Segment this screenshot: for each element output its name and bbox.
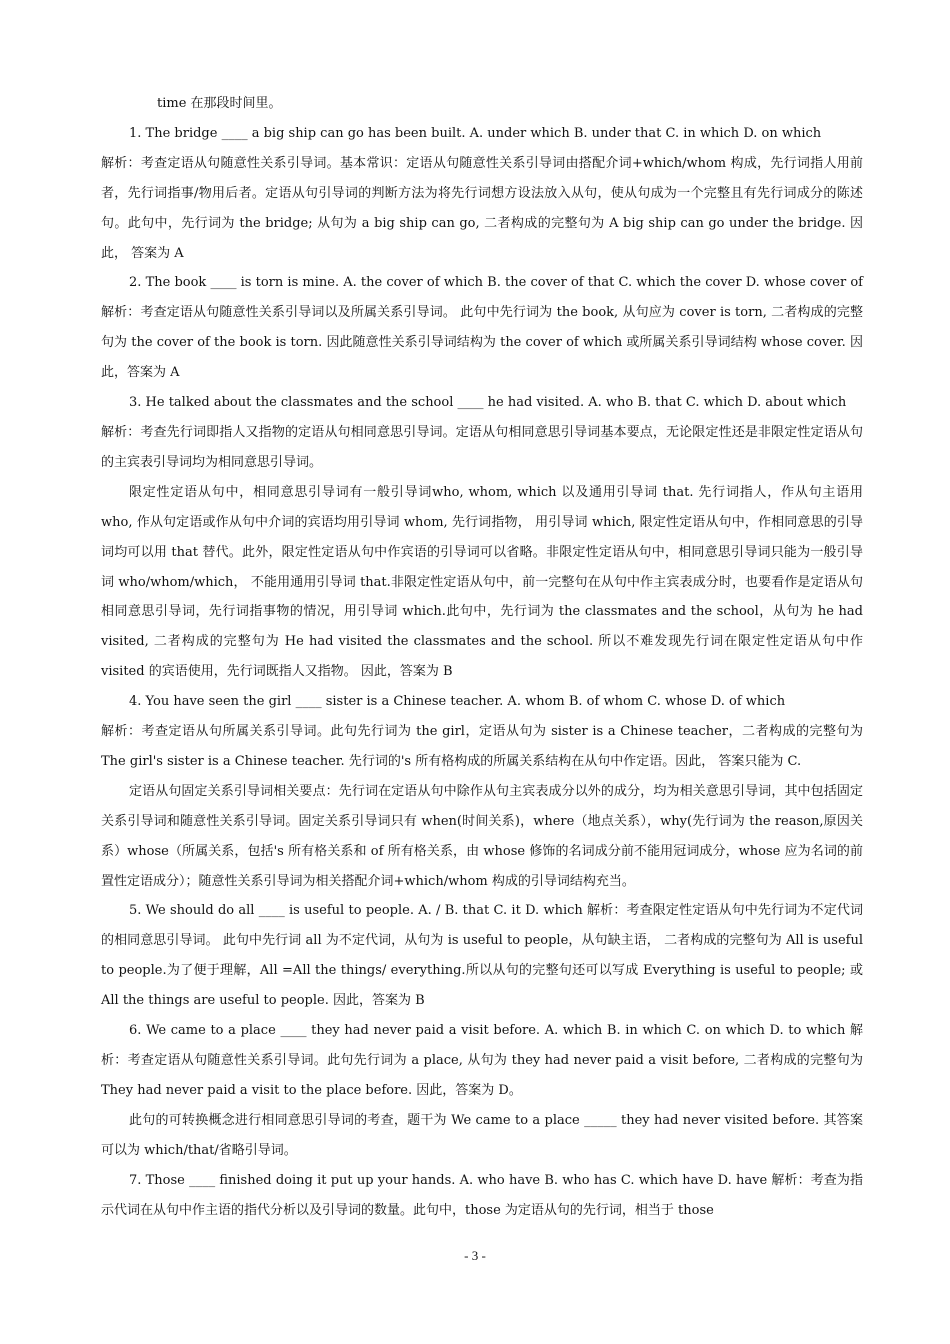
- question-6: 6. We came to a place ____ they had never paid a visit before. A. which B. in which C. on which D. to which 解析：考查定语从句随意性关系引导词。此句先行词为 a place, 从句为 they had never paid a visit before, 二者构成的完整句为 They had never paid a visit to the place before. 因此，答案为 D。: [101, 1023, 863, 1098]
- question-3: 3. He talked about the classmates and the school ____ he had visited. A. who B. that C. which D. about which: [129, 395, 847, 411]
- analysis-4: 解析：考查定语从句所属关系引导词。此句先行词为 the girl，定语从句为 sister is a Chinese teacher，二者构成的完整句为 The girl's sister is a Chinese teacher. 先行词的's 所有格构成的所属关系结构在从句中作定语。因此， 答案只能为 C.: [101, 724, 863, 769]
- analysis-3: 解析：考查先行词即指人又指物的定语从句相同意思引导词。定语从句相同意思引导词基本要点，无论限定性还是非限定性定语从句的主宾表引导词均为相同意思引导词。: [101, 424, 863, 470]
- paragraph-restrictive-clause: 限定性定语从句中，相同意思引导词有一般引导词who, whom, which 以及通用引导词 that. 先行词指人，作从句主语用 who, 作从句定语或作从句中介词的宾语均用引导词 whom, 先行词指物， 用引导词 which, 限定性定语从句中，作相同意思的引导词均可以用 that 替代。此外，限定性定语从句中作宾语的引导词可以省略。非限定性定语从句中，相同意思引导词只能为一般引导词 who/whom/which， 不能用通用引导词 that.非限定性定语从句中，前一完整句在从句中作主宾表成分时，也要看作是定语从句相同意思引导词，先行词指事物的情况，用引导词 which.此句中，先行词为 the classmates and the school，从句为 he had visited, 二者构成的完整句为 He had visited the classmates and the school. 所以不难发现先行词在限定性定语从句中作 visited 的宾语使用，先行词既指人又指物。 因此，答案为 B: [101, 484, 863, 680]
- paragraph-intro: time 在那段时间里。: [157, 96, 282, 111]
- paragraph-fixed-relation: 定语从句固定关系引导词相关要点：先行词在定语从句中除作从句主宾表成分以外的成分，均为相关意思引导词，其中包括固定关系引导词和随意性关系引导词。固定关系引导词只有 when(时间关系)，where（地点关系），why(先行词为 the reason,原因关系）whose（所属关系，包括's 所有格关系和 of 所有格关系，由 whose 修饰的名词成分前不能用冠词成分，whose 应为名词的前置性定语成分）；随意性关系引导词为相关搭配介词+which/whom 构成的引导词结构充当。: [101, 783, 863, 889]
- question-5: 5. We should do all ____ is useful to people. A. / B. that C. it D. which 解析：考查限定性定语从句中先行词为不定代词的相同意思引导词。 此句中先行词 all 为不定代词，从句为 is useful to people，从句缺主语， 二者构成的完整句为 All is useful to people.为了便于理解，All =All the things/ everything.所以从句的完整句还可以写成 Everything is useful to people; 或 All the things are useful to people. 因此，答案为 B: [101, 903, 863, 1009]
- analysis-1: 解析：考查定语从句随意性关系引导词。基本常识：定语从句随意性关系引导词由搭配介词+which/whom 构成，先行词指人用前者，先行词指事/物用后者。定语从句引导词的判断方法为将先行词想方设法放入从句，使从句成为一个完整且有先行词成分的陈述句。此句中，先行词为 the bridge; 从句为 a big ship can go, 二者构成的完整句为 A big ship can go under the bridge. 因此， 答案为 A: [101, 155, 863, 261]
- page-number: - 3 -: [464, 1248, 486, 1263]
- question-7: 7. Those ____ finished doing it put up your hands. A. who have B. who has C. which have D. have 解析：考查为指示代词在从句中作主语的指代分析以及引导词的数量。此句中，those 为定语从句的先行词，相当于 those: [101, 1172, 863, 1218]
- question-4: 4. You have seen the girl ____ sister is a Chinese teacher. A. whom B. of whom C. whose D. of which: [129, 694, 786, 710]
- document-body: [101, 89, 863, 1225]
- paragraph-conversion: 此句的可转换概念进行相同意思引导词的考查，题干为 We came to a place _____ they had never visited before. 其答案可以为 which/that/省略引导词。: [101, 1112, 863, 1158]
- question-2: 2. The book ____ is torn is mine. A. the cover of which B. the cover of that C. which the cover D. whose cover of 解析：考查定语从句随意性关系引导词以及所属关系引导词。 此句中先行词为 the book, 从句应为 cover is torn, 二者构成的完整句为 the cover of the book is torn. 因此随意性关系引导词结构为 the cover of which 或所属关系引导词结构 whose cover. 因此，答案为 A: [101, 275, 863, 381]
- question-1: 1. The bridge ____ a big ship can go has been built. A. under which B. under that C. in which D. on which: [129, 125, 822, 141]
